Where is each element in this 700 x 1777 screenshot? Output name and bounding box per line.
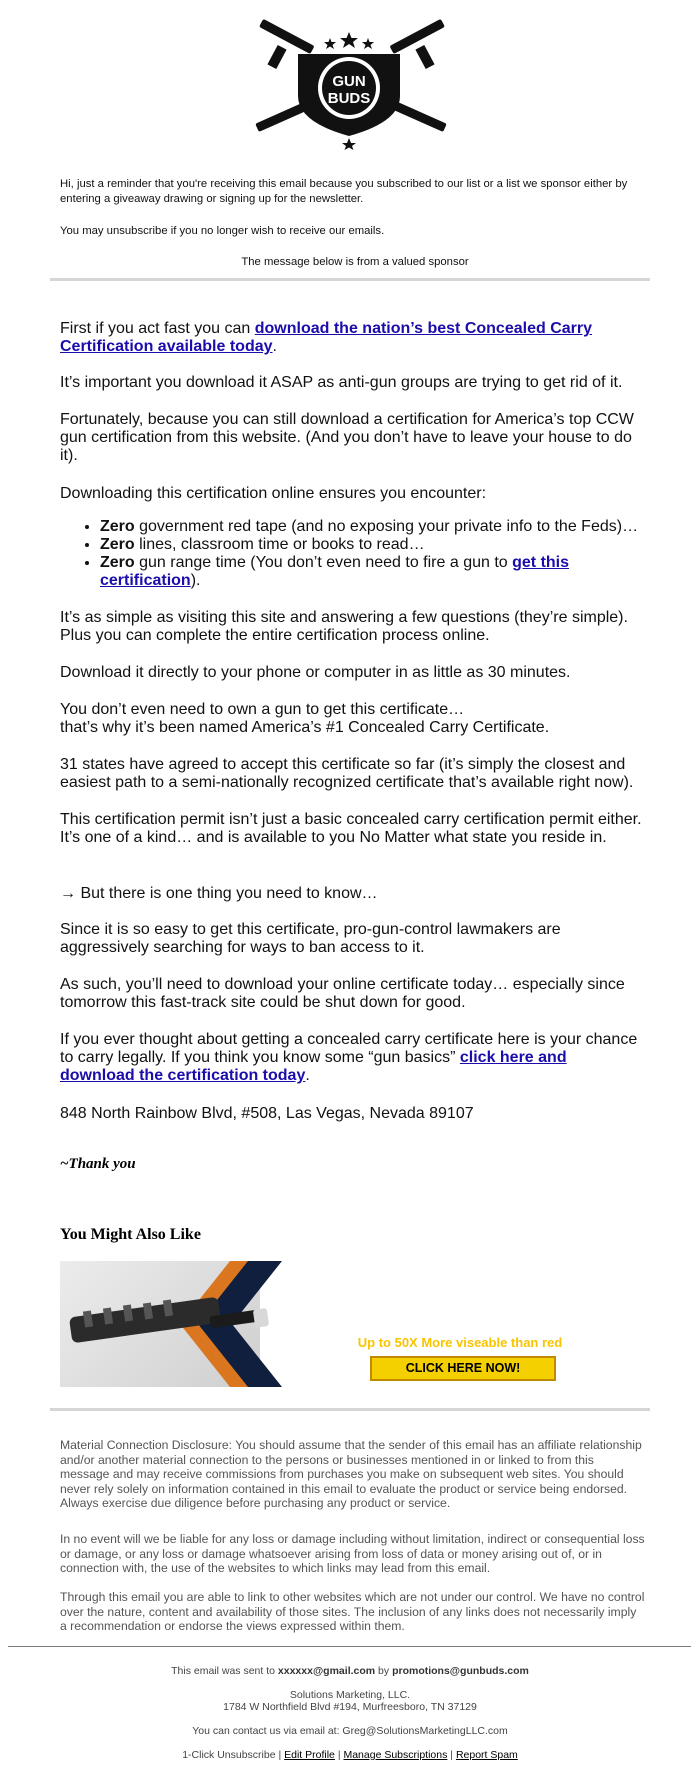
get-certification-link[interactable]: get this certification — [100, 554, 570, 589]
paragraph-states: 31 states have agreed to accept this certificate so far (it’s simply the closest and easiest path to a semi-nationally recognized certificate that’s available right now). — [60, 756, 634, 791]
banner-tagline: Up to 50X More viseable than red — [357, 1335, 563, 1350]
paragraph-ensures: Downloading this certification online ensures you encounter: — [60, 485, 487, 502]
footer-contact: You can contact us via email at: Greg@SolutionsMarketingLLC.com — [192, 1725, 508, 1737]
banner-subtitle: Green Laser Boresighter — [354, 1309, 566, 1329]
recipient-email: xxxxxx@gmail.com — [277, 1665, 376, 1677]
edit-profile-link[interactable]: Edit Profile — [284, 1749, 335, 1761]
intro-unsubscribe-note: You may unsubscribe if you no longer wish to receive our emails. — [60, 225, 385, 237]
divider-top — [50, 278, 650, 281]
you-might-also-like-heading: You Might Also Like — [60, 1226, 201, 1243]
intro-reminder: Hi, just a reminder that you're receiving this email because you subscribed to our list or a list we sponsor either by entering a giveaway drawing or signing up for the newsletter. — [60, 178, 628, 205]
report-spam-link[interactable]: Report Spam — [455, 1749, 518, 1761]
footer-company: Solutions Marketing, LLC. — [289, 1689, 411, 1701]
logo-text-gun: GUN — [332, 73, 366, 90]
sponsor-note: The message below is from a valued sponsor — [241, 256, 469, 268]
banner-cta-button[interactable]: CLICK HERE NOW! — [370, 1356, 556, 1381]
click-here-download-link[interactable]: click here and download the certification today — [60, 1049, 567, 1084]
boar-banner-ad[interactable] — [60, 1261, 640, 1387]
benefits-list — [60, 518, 645, 590]
footer-links: 1-Click Unsubscribe | Edit Profile | Manage Subscriptions | Report Spam — [182, 1749, 518, 1761]
paragraph-one-of-a-kind: This certification permit isn’t just a basic concealed carry certification permit either. It’s one of a kind… and is available to you No Matter what state you reside in. — [60, 811, 642, 846]
thank-you: ~Thank you — [60, 1156, 136, 1172]
paragraph-fortunately: Fortunately, because you can still download a certification for America’s top CCW gun certification from this website. (And you don’t have to leave your house to do it). — [60, 411, 634, 464]
paragraph-chance: If you ever thought about getting a concealed carry certificate here is your chance to carry legally. If you think you know some “gun basics” click here and download the certification today. — [60, 1031, 638, 1084]
liability-disclaimer: In no event will we be liable for any loss or damage including without limitation, indirect or consequential loss or damage, or any loss or damage whatsoever arising from loss of data or money arising out of, or in connection with, the use of the websites to which links may lead from this email. — [60, 1532, 645, 1575]
list-item: • Zero government red tape (and no exposing your private info to the Feds)… — [100, 518, 645, 536]
paragraph-lawmakers: Since it is so easy to get this certificate, pro-gun-control lawmakers are aggressively searching for ways to ban access to it. — [60, 921, 561, 956]
download-certification-link[interactable]: download the nation’s best Concealed Carry Certification available today — [60, 320, 592, 355]
banner-title: The Boar — [388, 1269, 532, 1306]
footer-divider — [8, 1646, 691, 1647]
paragraph-simple: It’s as simple as visiting this site and answering a few questions (they’re simple). Plus you can complete the entire certification process online. — [60, 609, 628, 644]
footer-sent-to: This email was sent to xxxxxx@gmail.com by promotions@gunbuds.com — [171, 1665, 529, 1677]
logo-text-buds: BUDS — [327, 90, 371, 107]
paragraph-download-time: Download it directly to your phone or computer in as little as 30 minutes. — [60, 664, 571, 681]
sender-email: promotions@gunbuds.com — [392, 1665, 529, 1677]
list-item: • Zero gun range time (You don’t even need to fire a gun to get this certification). — [100, 554, 645, 590]
paragraph-own-gun: You don’t even need to own a gun to get this certificate… that’s why it’s been named America’s #1 Concealed Carry Certificate. — [60, 701, 550, 736]
list-item: • Zero lines, classroom time or books to read… — [100, 536, 645, 554]
material-connection-disclosure: Material Connection Disclosure: You should assume that the sender of this email has an affiliate relationship and/or another material connection to the persons or businesses mentioned in or linked to from this message and may receive commissions from purchases you make on subsequent web sites. You should never rely solely on information contained in this email to evaluate the product or service being endorsed. Always exercise due diligence before purchasing any product or service. — [60, 1438, 642, 1510]
paragraph-shut-down: As such, you’ll need to download your online certificate today… especially since tomorrow this fast-track site could be shut down for good. — [60, 976, 625, 1011]
external-links-disclaimer: Through this email you are able to link to other websites which are not under our control. We have no control over the nature, content and availability of those sites. The inclusion of any links does not necessarily imply a recommendation or endorse the views expressed within them. — [60, 1590, 645, 1633]
paragraph-download: First if you act fast you can download the nation’s best Concealed Carry Certification available today. — [60, 320, 592, 355]
footer-address: 1784 W Northfield Blvd #194, Murfreesboro, TN 37129 — [223, 1701, 477, 1713]
manage-subscriptions-link[interactable]: Manage Subscriptions — [343, 1749, 448, 1761]
sender-address: 848 North Rainbow Blvd, #508, Las Vegas, Nevada 89107 — [60, 1105, 474, 1122]
one-click-unsubscribe-link[interactable]: 1-Click Unsubscribe — [182, 1749, 276, 1761]
divider-bottom — [50, 1408, 650, 1411]
gun-logo-icon — [250, 18, 448, 150]
paragraph-asap: It’s important you download it ASAP as anti-gun groups are trying to get rid of it. — [60, 374, 623, 391]
paragraph-one-thing: → But there is one thing you need to know… — [60, 885, 378, 902]
gunbuds-logo — [250, 18, 448, 150]
